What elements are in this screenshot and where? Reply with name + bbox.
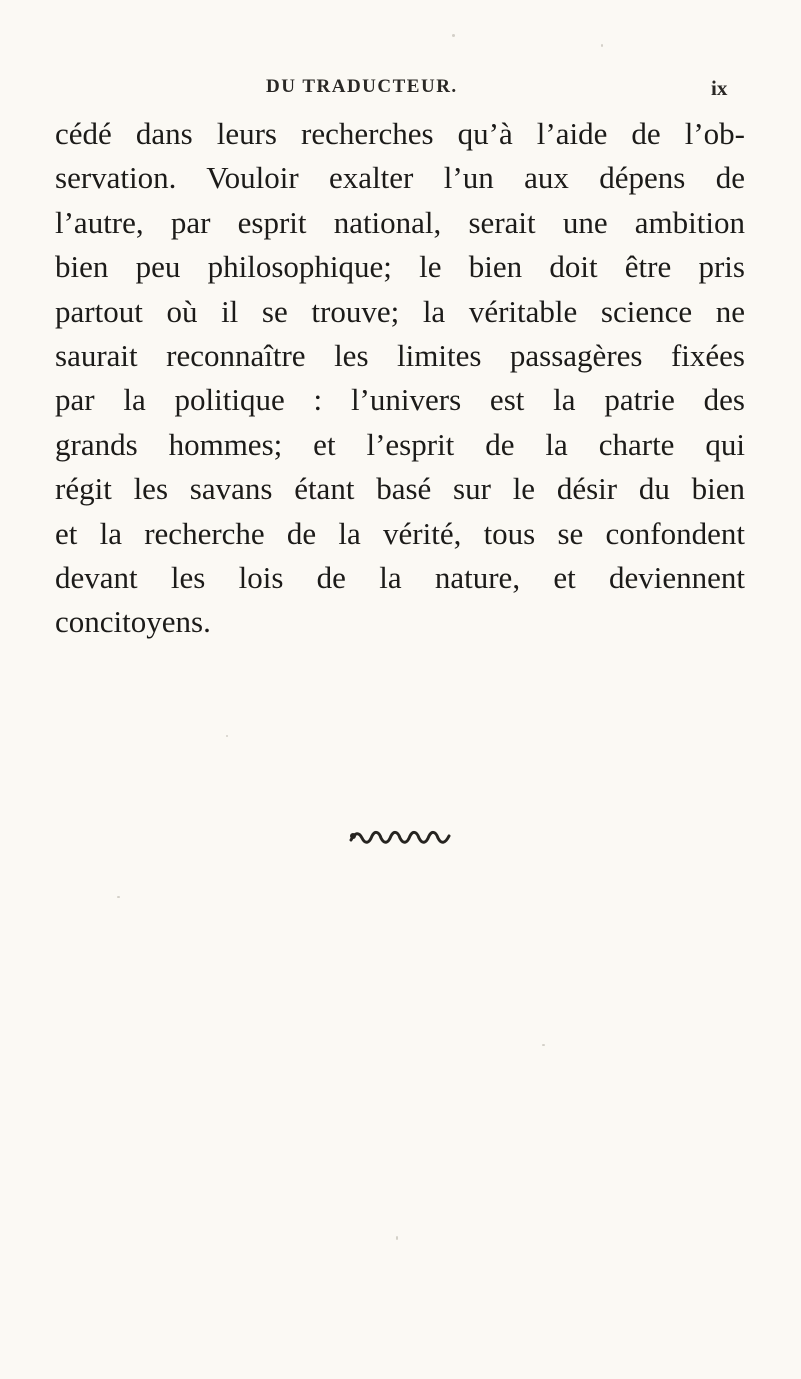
text-line: et la recherche de la vérité, tous se confondent <box>55 515 745 551</box>
paper-speck <box>542 1044 545 1046</box>
text-line: l’autre, par esprit national, serait une ambition <box>55 204 745 240</box>
running-title: DU TRADUCTEUR. <box>266 76 458 97</box>
text-line: cédé dans leurs recherches qu’à l’aide de l’ob- <box>55 116 745 151</box>
paper-speck <box>452 34 455 37</box>
text-line: bien peu philosophique; le bien doit être pris <box>55 249 745 285</box>
text-line: par la politique : l’univers est la patrie des <box>55 382 745 418</box>
text-line: concitoyens. <box>55 604 211 640</box>
text-line: régit les savans étant basé sur le désir du bien <box>55 471 745 507</box>
printers-ornament-rule-icon <box>349 830 451 846</box>
paper-speck <box>226 735 228 737</box>
running-head <box>0 76 801 100</box>
page-number: ix <box>711 76 728 100</box>
text-line: saurait reconnaître les limites passagères fixées <box>55 337 745 373</box>
text-line: partout où il se trouve; la véritable science ne <box>55 293 745 329</box>
paper-speck <box>117 896 120 898</box>
text-line: devant les lois de la nature, et deviennent <box>55 559 745 595</box>
body-paragraph <box>55 112 745 645</box>
text-line: grands hommes; et l’esprit de la charte qui <box>55 426 745 462</box>
paper-speck <box>396 1236 398 1240</box>
text-line: servation. Vouloir exalter l’un aux dépens de <box>55 160 745 196</box>
paper-speck <box>601 44 603 47</box>
